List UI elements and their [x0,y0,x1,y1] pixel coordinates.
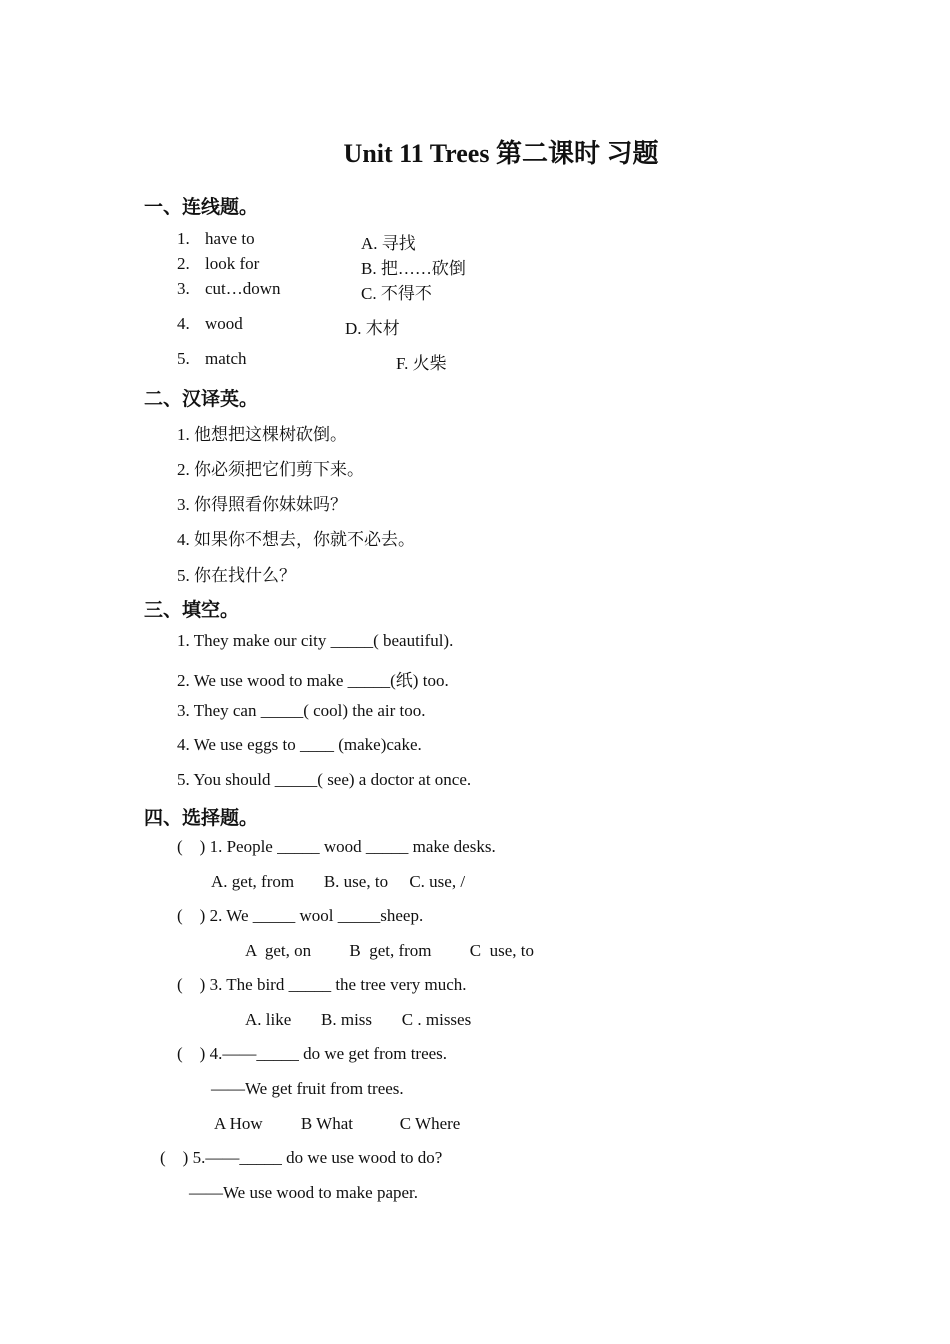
translate-item: 4. 如果你不想去，你就不必去。 [177,530,415,549]
fill-blank-item: 3. They can _____( cool) the air too. [177,701,426,720]
section-2-heading: 二、汉译英。 [144,388,259,410]
match-right-item: C. 不得不 [361,284,432,303]
section-3-heading: 三、填空。 [144,599,240,621]
choice-question: ( ) 4.——_____ do we get from trees. [177,1044,448,1063]
fill-blank-item: 4. We use eggs to ____ (make)cake. [177,735,422,754]
choice-options: A. like B. miss C . misses [245,1010,472,1029]
section-4-heading: 四、选择题。 [144,807,259,829]
match-right-item: B. 把……砍倒 [361,259,466,278]
fill-blank-item: 2. We use wood to make _____(纸) too. [177,671,449,690]
choice-question: ( ) 2. We _____ wool _____sheep. [177,906,424,925]
match-left-item: 5. match [177,349,247,368]
match-right-item: F. 火柴 [396,354,447,373]
choice-dialog-line: ——We get fruit from trees. [211,1079,404,1098]
translate-item: 2. 你必须把它们剪下来。 [177,460,364,479]
match-left-item: 1. have to [177,229,255,248]
choice-options: A How B What C Where [214,1114,461,1133]
match-right-item: D. 木材 [345,319,400,338]
choice-dialog-line: ——We use wood to make paper. [189,1183,419,1202]
page-title: Unit 11 Trees 第二课时 习题 [343,139,659,168]
match-right-item: A. 寻找 [361,234,416,253]
choice-options: A get, on B get, from C use, to [245,941,534,960]
translate-item: 5. 你在找什么？ [177,566,296,585]
match-left-item: 2. look for [177,254,260,273]
choice-options: A. get, from B. use, to C. use, / [211,872,466,891]
match-left-item: 3. cut…down [177,279,281,298]
choice-question: ( ) 5.——_____ do we use wood to do? [160,1148,443,1167]
fill-blank-item: 1. They make our city _____( beautiful). [177,631,454,650]
match-left-item: 4. wood [177,314,243,333]
translate-item: 1. 他想把这棵树砍倒。 [177,425,347,444]
fill-blank-item: 5. You should _____( see) a doctor at once. [177,770,472,789]
section-1-heading: 一、连线题。 [144,196,259,218]
translate-item: 3. 你得照看你妹妹吗？ [177,495,347,514]
choice-question: ( ) 1. People _____ wood _____ make desks. [177,837,496,856]
choice-question: ( ) 3. The bird _____ the tree very much. [177,975,467,994]
